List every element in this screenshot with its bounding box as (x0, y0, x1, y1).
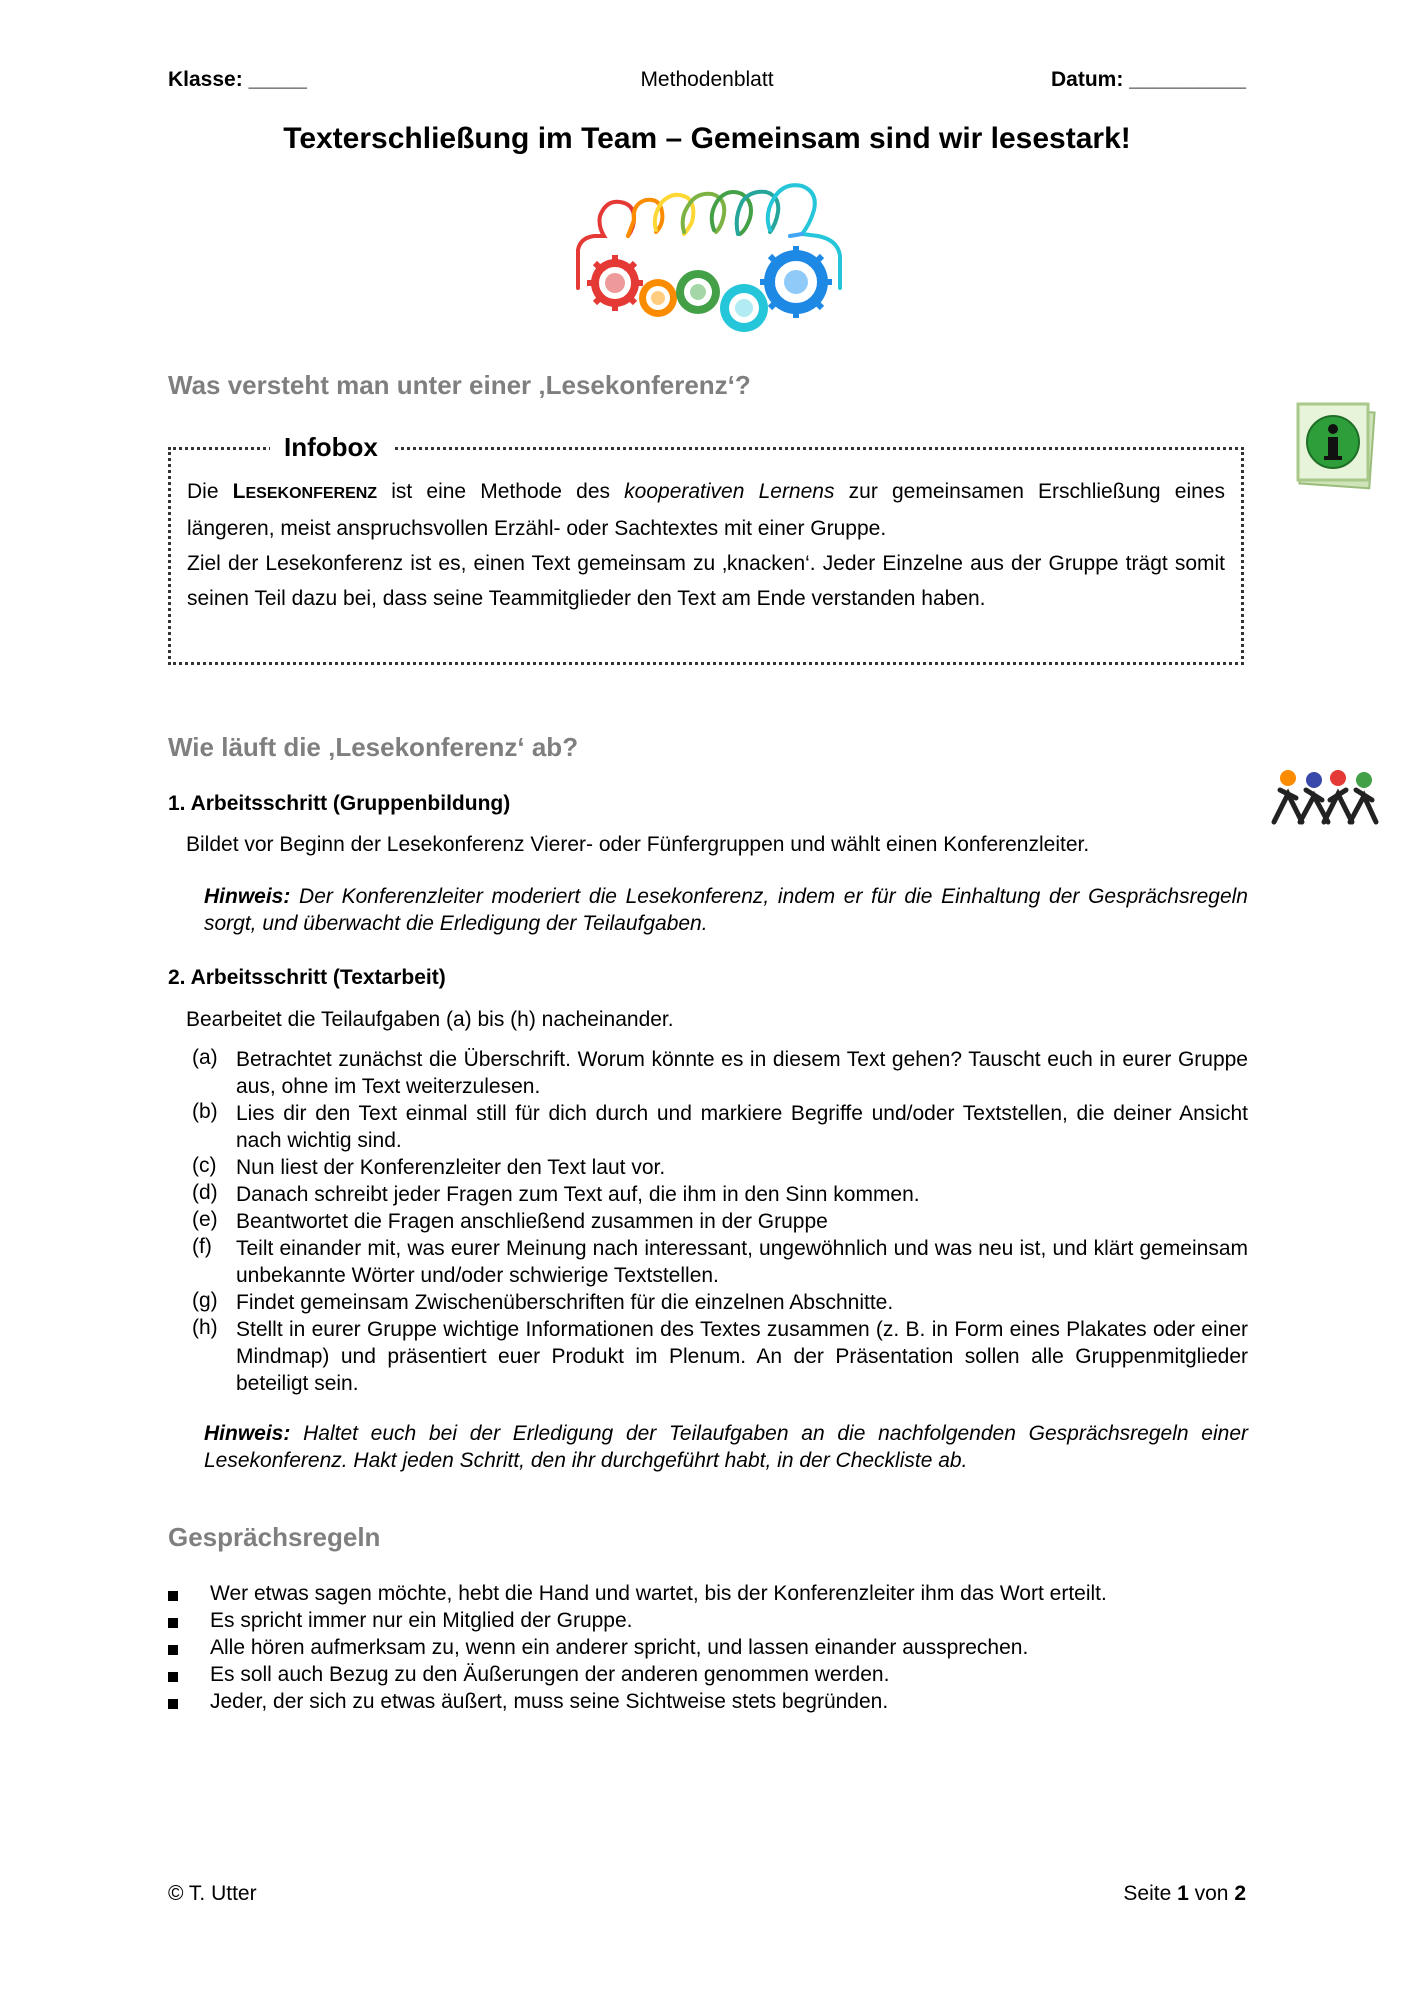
list-item: Lies dir den Text einmal still für dich durch und markiere Begriffe und/oder Textstellen, die deiner Ansicht nach wichtig sind. (236, 1102, 1248, 1152)
section-heading-rules: Gesprächsregeln (168, 1522, 381, 1552)
bullet-icon (168, 1645, 178, 1655)
list-item: Betrachtet zunächst die Überschrift. Worum könnte es in diesem Text gehen? Tauscht euch in eurer Gruppe aus, ohne im Text weiterzulesen. (236, 1048, 1248, 1098)
list-item: Danach schreibt jeder Fragen zum Text auf, die ihm in den Sinn kommen. (236, 1183, 920, 1206)
task-label: (g) (192, 1289, 218, 1312)
page-title: Texterschließung im Team – Gemeinsam sind wir lesestark! (283, 122, 1131, 155)
bullet-icon (168, 1672, 178, 1682)
list-item: Teilt einander mit, was eurer Meinung nach interessant, ungewöhnlich und was neu ist, und klärt gemeinsam unbekannte Wörter und/oder schwierige Textstellen. (236, 1237, 1248, 1287)
class-label: Klasse: (168, 68, 243, 91)
task-label: (d) (192, 1181, 218, 1204)
hint-label: Hinweis: (204, 885, 291, 908)
infobox-text: Die LESEKONFERENZ ist eine Methode des kooperativen Lernens zur gemeinsamen Erschließung eines längeren, meist anspruchsvollen Erzähl- oder Sachtextes mit einer Gruppe. Ziel der Lesekonferenz ist es, einen Text gemeinsam zu ‚knacken‘. Jeder Einzelne aus der Gruppe trägt somit seinen Teil dazu bei, dass seine Teammitglieder den Text am Ende verstanden haben. (187, 480, 1225, 610)
list-item: Wer etwas sagen möchte, hebt die Hand und wartet, bis der Konferenzleiter ihm das Wort erteilt. (210, 1582, 1107, 1605)
date-blank: __________ (1129, 68, 1246, 91)
date-label: Datum: (1051, 68, 1124, 91)
step1-text: Bildet vor Beginn der Lesekonferenz Vierer- oder Fünfergruppen und wählt einen Konferenzleiter. (186, 833, 1090, 856)
date-field (1051, 68, 1246, 92)
bullet-icon (168, 1591, 178, 1601)
list-item: Stellt in eurer Gruppe wichtige Informationen des Textes zusammen (z. B. in Form eines Plakates oder einer Mindmap) und präsentiert euer Produkt im Plenum. An der Präsentation sollen alle Gruppenmitglieder beteiligt sein. (236, 1318, 1248, 1395)
list-item: Jeder, der sich zu etwas äußert, muss seine Sichtweise stets begründen. (210, 1690, 889, 1713)
info-icon (1296, 402, 1376, 490)
task-label: (b) (192, 1100, 218, 1123)
list-item: Alle hören aufmerksam zu, wenn ein anderer spricht, und lassen einander aussprechen. (210, 1636, 1029, 1659)
term-cooperative-learning: kooperativen Lernens (624, 480, 835, 503)
infobox-goal: Ziel der Lesekonferenz ist es, einen Text gemeinsam zu ‚knacken‘. Jeder Einzelne aus der Gruppe trägt somit seinen Teil dazu bei, dass seine Teammitglieder den Text am Ende verstanden haben. (187, 552, 1225, 610)
step2-title: 2. Arbeitsschritt (Textarbeit) (168, 966, 446, 989)
list-item: Findet gemeinsam Zwischenüberschriften für die einzelnen Abschnitte. (236, 1291, 894, 1314)
bullet-icon (168, 1618, 178, 1628)
document-type: Methodenblatt (640, 68, 774, 91)
step1-title: 1. Arbeitsschritt (Gruppenbildung) (168, 792, 511, 815)
step2-text: Bearbeitet die Teilaufgaben (a) bis (h) nacheinander. (186, 1008, 674, 1031)
task-label: (h) (192, 1316, 218, 1339)
task-label: (f) (192, 1235, 212, 1258)
list-item: Es soll auch Bezug zu den Äußerungen der anderen genommen werden. (210, 1663, 890, 1686)
page-number: Seite 1 von 2 (1123, 1882, 1246, 1905)
class-blank: _____ (248, 68, 307, 91)
list-item: Es spricht immer nur ein Mitglied der Gruppe. (210, 1609, 633, 1632)
copyright: © T. Utter (168, 1882, 257, 1905)
step1-hint: Hinweis: Der Konferenzleiter moderiert die Lesekonferenz, indem er für die Einhaltung der Gesprächsregeln sorgt, und überwacht die Erledigung der Teilaufgaben. (204, 885, 1248, 935)
task-label: (e) (192, 1208, 218, 1231)
infobox-title: Infobox (270, 432, 392, 463)
section-heading-definition: Was versteht man unter einer ‚Lesekonferenz‘? (168, 370, 751, 400)
bullet-icon (168, 1699, 178, 1709)
hint-label: Hinweis: (204, 1422, 291, 1445)
list-item: Nun liest der Konferenzleiter den Text laut vor. (236, 1156, 666, 1179)
step2-hint: Hinweis: Haltet euch bei der Erledigung der Teilaufgaben an die nachfolgenden Gesprächsregeln einer Lesekonferenz. Hakt jeden Schritt, den ihr durchgeführt habt, in der Checkliste ab. (204, 1422, 1248, 1472)
people-group-icon (1270, 764, 1380, 826)
task-label: (a) (192, 1046, 218, 1069)
task-label: (c) (192, 1154, 217, 1177)
list-item: Beantwortet die Fragen anschließend zusammen in der Gruppe (236, 1210, 828, 1233)
term-lesekonferenz: LESEKONFERENZ (232, 480, 378, 503)
section-heading-procedure: Wie läuft die ‚Lesekonferenz‘ ab? (168, 732, 579, 762)
team-gears-icon (570, 178, 860, 348)
